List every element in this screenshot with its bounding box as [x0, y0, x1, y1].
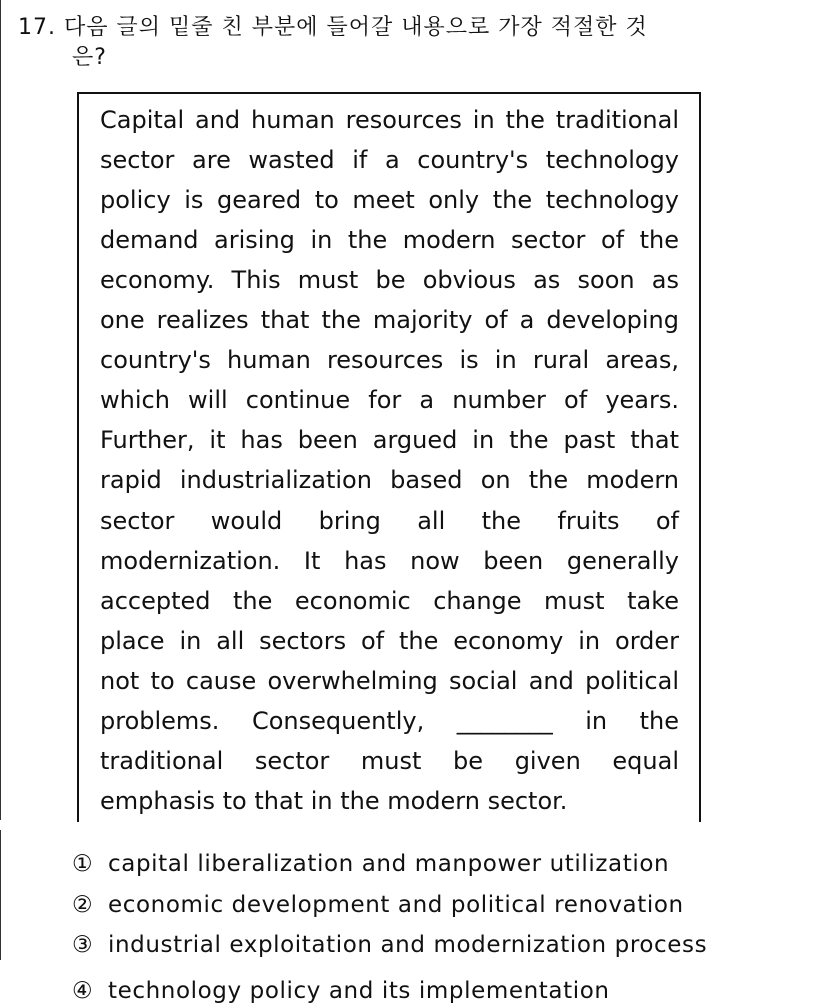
question-prompt: [18, 14, 798, 42]
choice-marker: ④: [72, 978, 94, 1004]
passage-line: demand arising in the modern sector of the: [100, 226, 679, 254]
passage-line: policy is geared to meet only the technology: [100, 186, 679, 214]
passage-line: sector are wasted if a country's technology: [100, 146, 679, 174]
choice-2[interactable]: [72, 890, 684, 920]
choice-marker: ①: [72, 851, 94, 877]
passage-line: Capital and human resources in the traditional: [100, 106, 679, 134]
passage-line: which will continue for a number of years.: [100, 386, 679, 414]
question-prompt-continued: 은?: [72, 45, 107, 70]
passage-line: sector would bring all the fruits of: [100, 507, 679, 535]
question-prompt-line1: 다음 글의 밑줄 친 부분에 들어갈 내용으로 가장 적절한 것: [64, 15, 648, 40]
passage-line: rapid industrialization based on the modern: [100, 466, 679, 494]
choice-marker: ③: [72, 932, 94, 958]
passage-line: place in all sectors of the economy in order: [100, 627, 679, 655]
choice-marker: ②: [72, 892, 94, 918]
passage-line: country's human resources is in rural areas,: [100, 346, 679, 374]
choice-3[interactable]: [72, 930, 707, 960]
choice-text: economic development and political renovation: [108, 892, 684, 918]
left-margin-rule-lower: [0, 830, 1, 960]
passage-line: Further, it has been argued in the past that: [100, 426, 679, 454]
passage-line: traditional sector must be given equal: [100, 747, 679, 775]
choice-text: industrial exploitation and modernization process: [108, 932, 708, 958]
passage-line-with-blank: problems. Consequently, ________ in the: [100, 707, 679, 735]
choice-text: technology policy and its implementation: [108, 978, 610, 1004]
left-margin-rule: [0, 0, 1, 820]
choice-4[interactable]: [72, 976, 610, 1006]
passage-line: accepted the economic change must take: [100, 587, 679, 615]
question-number: 17.: [18, 15, 56, 40]
passage-line: emphasis to that in the modern sector.: [100, 787, 568, 815]
choice-text: capital liberalization and manpower utilization: [108, 851, 670, 877]
choice-1[interactable]: [72, 849, 669, 879]
passage-line: not to cause overwhelming social and political: [100, 667, 679, 695]
passage-line: modernization. It has now been generally: [100, 547, 679, 575]
passage-line: economy. This must be obvious as soon as: [100, 266, 679, 294]
passage-line: one realizes that the majority of a developing: [100, 306, 679, 334]
